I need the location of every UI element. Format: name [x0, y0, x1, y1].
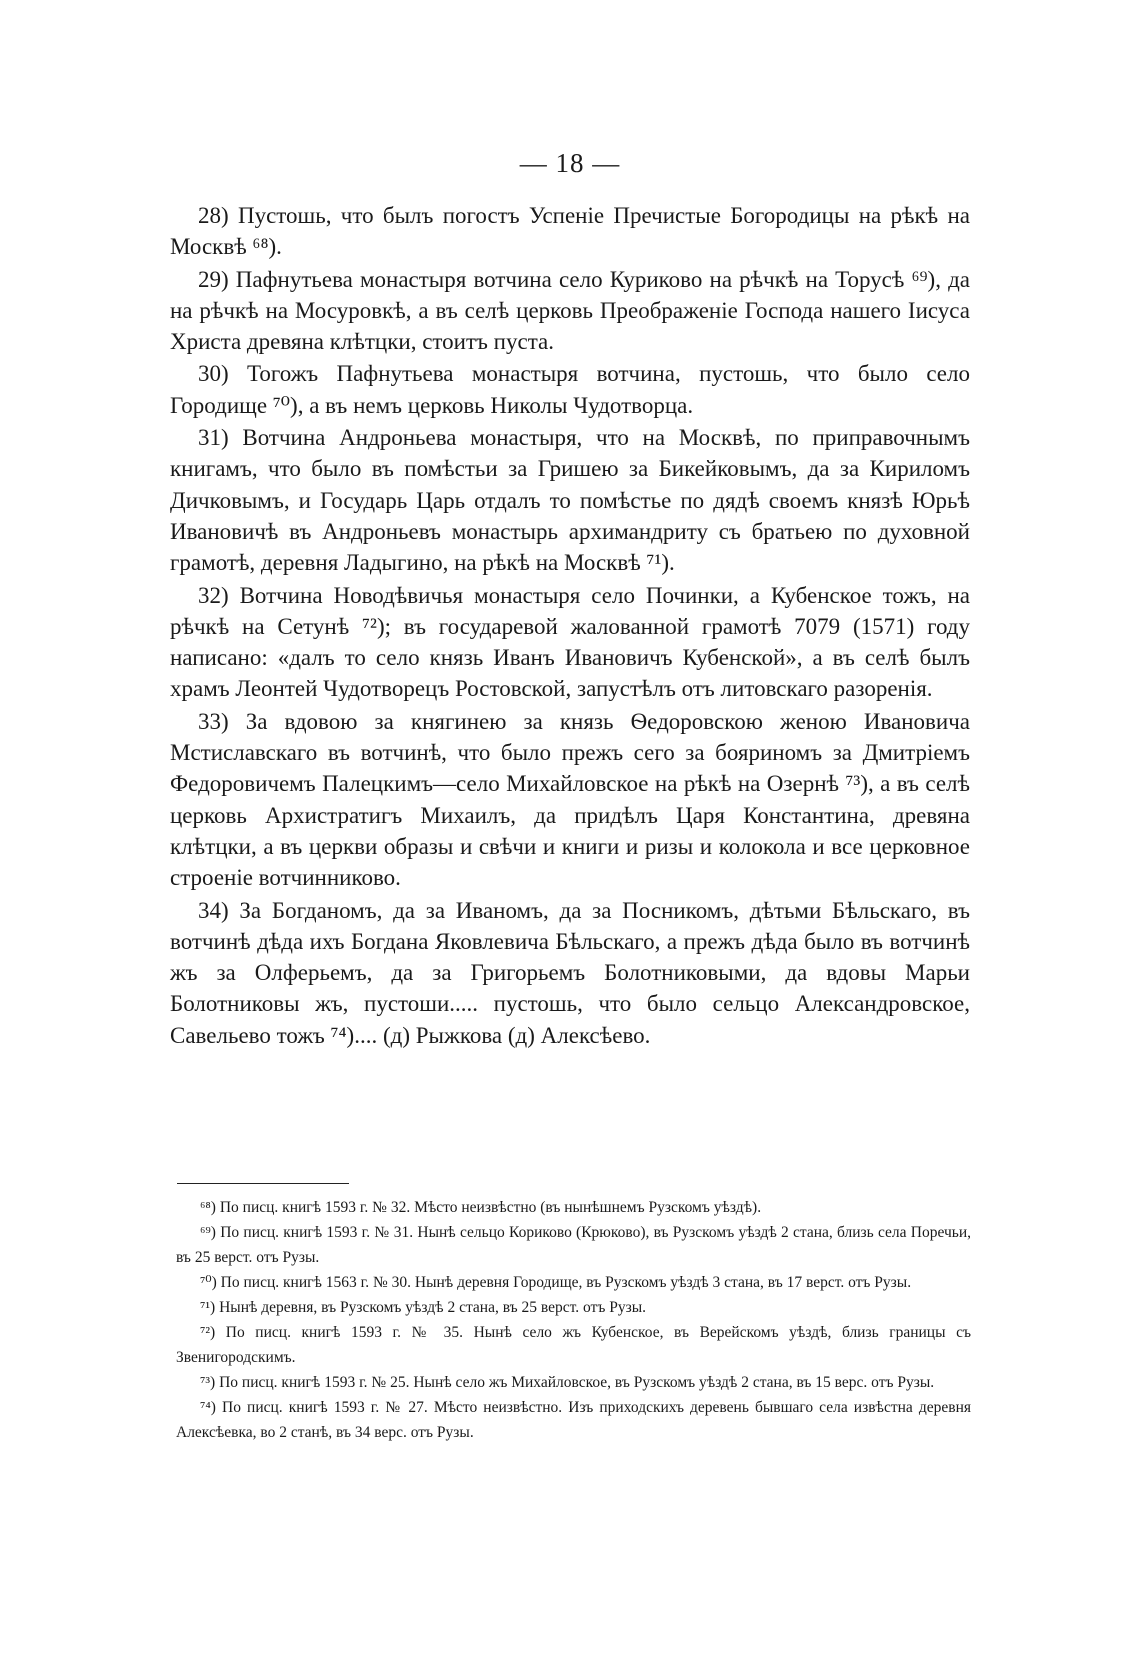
- footnote-69: ⁶⁹) По писц. книгѣ 1593 г. № 31. Нынѣ сельцо Кориково (Крюково), въ Рузскомъ уѣздѣ 2 стана, близь села Поречьи, въ 25 верст. отъ Рузы.: [176, 1224, 971, 1266]
- paragraph-31: 31) Вотчина Андроньева монастыря, что на Москвѣ, по приправочнымъ книгамъ, что было въ помѣстьи за Гришею за Бикейковымъ, да за Кириломъ Дичковымъ, и Государь Царь отдалъ то помѣстье по дядѣ своемъ князѣ Юрьѣ Ивановичѣ въ Андроньевъ монастырь архимандриту съ братьею по духовной грамотѣ, деревня Ладыгино, на рѣкѣ на Москвѣ ⁷¹).: [170, 425, 970, 576]
- footnotes: [176, 1195, 971, 1445]
- paragraph-32: 32) Вотчина Новодѣвичья монастыря село Починки, а Кубенское тожъ, на рѣчкѣ на Сетунѣ ⁷²); въ государевой жалованной грамотѣ 7079 (1571) году написано: «далъ то село князь Иванъ Ивановичъ Кубенской», а въ селѣ былъ храмъ Леонтей Чудотворецъ Ростовской, запустѣлъ отъ литовскаго разоренія.: [170, 582, 970, 702]
- footnote-separator: [177, 1183, 349, 1184]
- paragraph-29: 29) Пафнутьева монастыря вотчина село Куриково на рѣчкѣ на Торусѣ ⁶⁹), да на рѣчкѣ на Мосуровкѣ, а въ селѣ церковь Преображеніе Господа нашего Іисуса Христа древяна клѣтцки, стоитъ пуста.: [170, 266, 970, 355]
- main-text: [170, 200, 970, 1052]
- page-number: — 18 —: [519, 148, 621, 178]
- paragraph-34: 34) За Богданомъ, да за Иваномъ, да за Посникомъ, дѣтьми Бѣльскаго, въ вотчинѣ дѣда ихъ Богдана Яковлевича Бѣльскаго, а прежъ дѣда было въ вотчинѣ жъ за Олферьемъ, да за Григорьемъ Болотниковыми, да вдовы Марьи Болотниковы жъ, пустоши..... пустошь, что было сельцо Александровское, Савельево тожъ ⁷⁴).... (д) Рыжкова (д) Алексѣево.: [170, 897, 970, 1048]
- footnote-74: ⁷⁴) По писц. книгѣ 1593 г. № 27. Мѣсто неизвѣстно. Изъ приходскихъ деревень бывшаго села извѣстна деревня Алексѣевка, во 2 станѣ, въ 34 верс. отъ Рузы.: [176, 1399, 971, 1441]
- footnote-68: ⁶⁸) По писц. книгѣ 1593 г. № 32. Мѣсто неизвѣстно (въ нынѣшнемъ Рузскомъ уѣздѣ).: [200, 1199, 762, 1216]
- footnote-72: ⁷²) По писц. книгѣ 1593 г. № 35. Нынѣ село жъ Кубенское, въ Верейскомъ уѣздѣ, близь границы съ Звенигородскимъ.: [176, 1324, 971, 1366]
- paragraph-30: 30) Тогожъ Пафнутьева монастыря вотчина, пустошь, что было село Городище ⁷⁰), а въ немъ церковь Николы Чудотворца.: [170, 361, 970, 418]
- footnote-70: ⁷⁰) По писц. книгѣ 1563 г. № 30. Нынѣ деревня Городище, въ Рузскомъ уѣздѣ 3 стана, въ 17 верст. отъ Рузы.: [200, 1274, 912, 1291]
- paragraph-33: 33) За вдовою за княгинею за князь Ѳедоровскою женою Ивановича Мстиславскаго въ вотчинѣ, что было прежъ сего за бояриномъ за Дмитріемъ Федоровичемъ Палецкимъ—село Михайловское на рѣкѣ на Озернѣ ⁷³), а въ селѣ церковь Архистратигъ Михаилъ, да придѣлъ Царя Константина, древяна клѣтцки, а въ церкви образы и свѣчи и книги и ризы и колокола и все церковное строеніе вотчинниково.: [170, 708, 970, 891]
- footnote-73: ⁷³) По писц. книгѣ 1593 г. № 25. Нынѣ село жъ Михайловское, въ Рузскомъ уѣздѣ 2 стана, въ 15 верс. отъ Рузы.: [200, 1374, 935, 1391]
- footnote-71: ⁷¹) Нынѣ деревня, въ Рузскомъ уѣздѣ 2 стана, въ 25 верст. отъ Рузы.: [200, 1299, 647, 1316]
- paragraph-28: 28) Пустошь, что былъ погостъ Успеніе Пречистые Богородицы на рѣкѣ на Москвѣ ⁶⁸).: [170, 203, 970, 260]
